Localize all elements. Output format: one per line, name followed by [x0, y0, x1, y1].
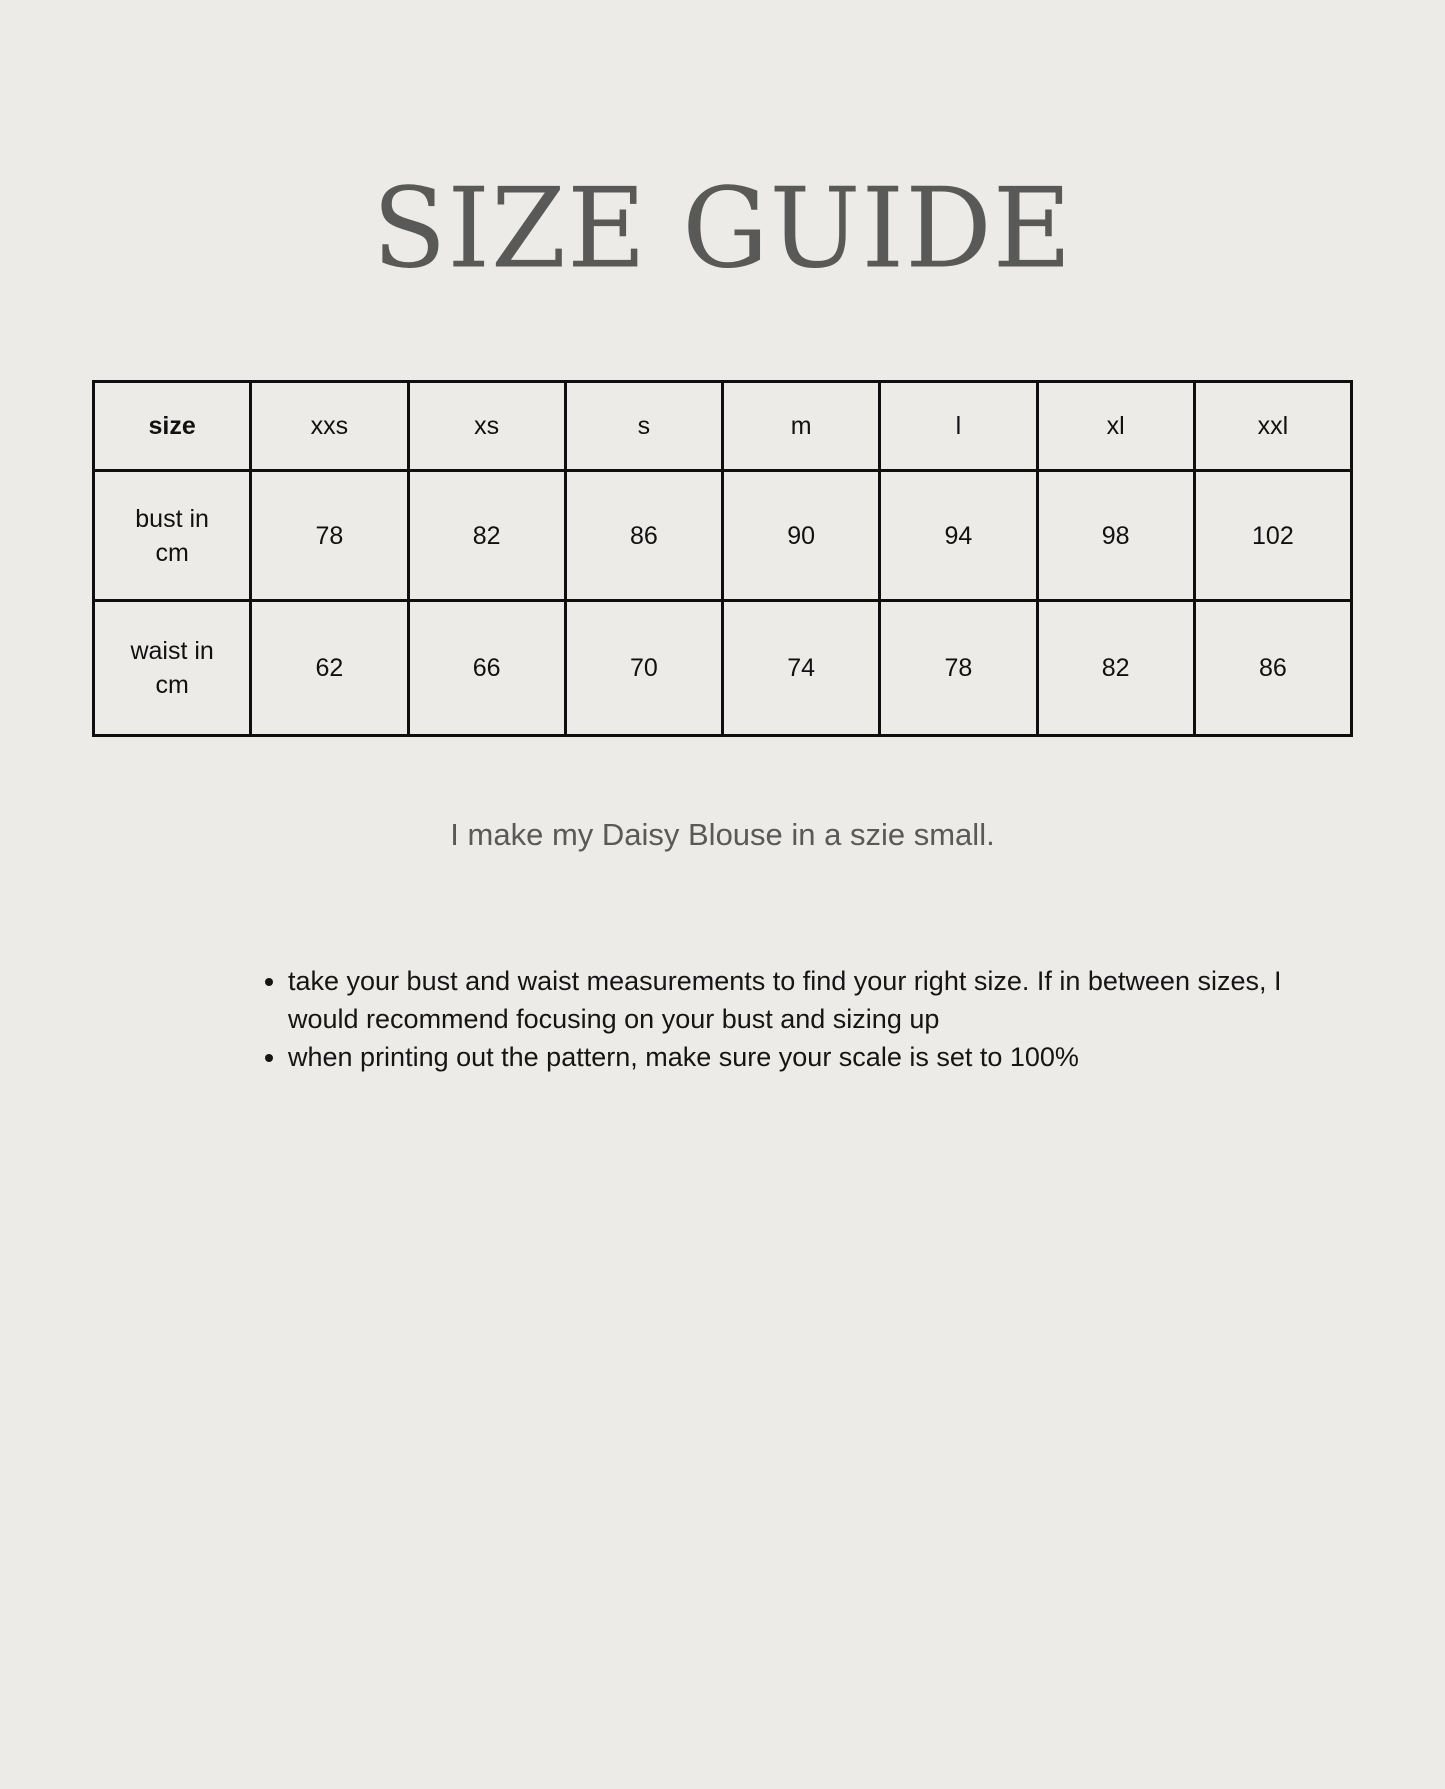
waist-cell-xs: 66 — [408, 601, 565, 736]
size-cell-xxs: xxs — [251, 382, 408, 471]
bust-cell-xs: 82 — [408, 471, 565, 601]
page-title: SIZE GUIDE — [372, 165, 1073, 294]
size-cell-l: l — [880, 382, 1037, 471]
bust-cell-xxl: 102 — [1194, 471, 1351, 601]
row-label-size: size — [94, 382, 251, 471]
size-cell-xl: xl — [1037, 382, 1194, 471]
bust-cell-m: 90 — [723, 471, 880, 601]
table-row-bust — [94, 471, 1352, 601]
waist-cell-m: 74 — [723, 601, 880, 736]
size-chart-table — [92, 380, 1353, 737]
size-cell-s: s — [565, 382, 722, 471]
tip-measurements: • take your bust and waist measurements to find your right size. If in between sizes, I would recommend focusing on your bust and sizing up — [288, 962, 1288, 1038]
table-row-size — [94, 382, 1352, 471]
bust-cell-s: 86 — [565, 471, 722, 601]
bust-cell-xxs: 78 — [251, 471, 408, 601]
size-cell-m: m — [723, 382, 880, 471]
row-label-bust: bust in cm — [94, 471, 251, 601]
waist-cell-xxs: 62 — [251, 601, 408, 736]
table-row-waist — [94, 601, 1352, 736]
waist-cell-xxl: 86 — [1194, 601, 1351, 736]
bust-cell-l: 94 — [880, 471, 1037, 601]
waist-cell-l: 78 — [880, 601, 1037, 736]
waist-cell-s: 70 — [565, 601, 722, 736]
waist-cell-xl: 82 — [1037, 601, 1194, 736]
size-cell-xs: xs — [408, 382, 565, 471]
tip-printing: • when printing out the pattern, make sure your scale is set to 100% — [288, 1038, 1288, 1076]
bust-cell-xl: 98 — [1037, 471, 1194, 601]
tips-list — [250, 962, 1288, 1076]
size-cell-xxl: xxl — [1194, 382, 1351, 471]
row-label-waist: waist in cm — [94, 601, 251, 736]
size-note: I make my Daisy Blouse in a szie small. — [450, 817, 995, 852]
